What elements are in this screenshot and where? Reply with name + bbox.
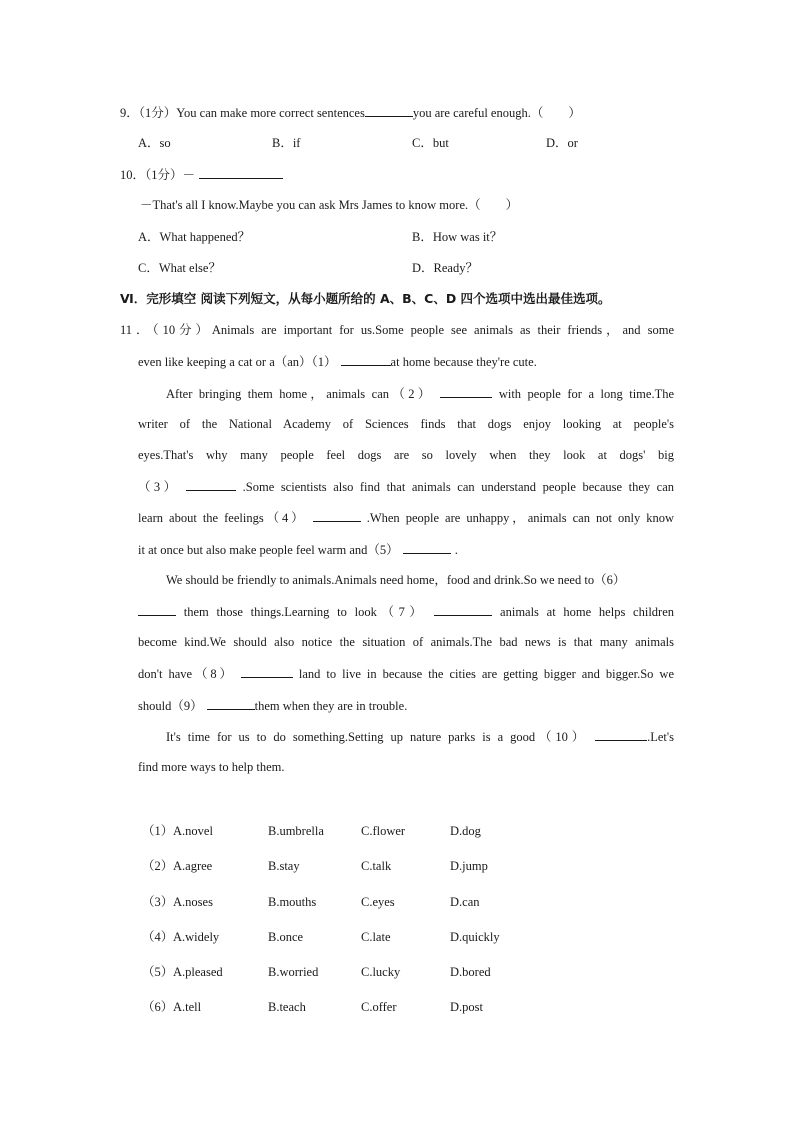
choice-d: D.quickly (450, 930, 500, 944)
choice-b: B.once (268, 930, 304, 944)
section-heading: Ⅵ．完形填空 阅读下列短文，从每小题所给的 A、B、C、D 四个选项中选出最佳选项。 (120, 291, 611, 306)
blank-6 (138, 603, 176, 616)
choice-c: C.talk (361, 859, 392, 873)
q10-option-b: B．How was it？ (412, 230, 503, 244)
choice-a: A.agree (173, 859, 213, 873)
blank-9 (207, 697, 255, 710)
blank-5 (403, 541, 451, 554)
q11-p1-line2 (138, 353, 537, 370)
choice-c: C.flower (361, 824, 406, 838)
choice-d: D.jump (450, 859, 488, 873)
choice-d: D.dog (450, 824, 481, 838)
q11-text: even like keeping a cat or a（an）（1） (138, 355, 337, 369)
q10-option-d: D．Ready？ (412, 261, 478, 275)
q11-p3-line3: become kind.We should also notice the situation of animals.The bad news is that many animals (138, 635, 674, 649)
q11-p3-line1: We should be friendly to animals.Animals need home，food and drink.So we need to（6） (166, 573, 626, 587)
q11-text: .Let's (647, 730, 675, 744)
q11-p3-line4 (138, 665, 674, 682)
q11-text: .Some scientists also find that animals can understand people because they can (242, 480, 675, 494)
choice-a: A.widely (173, 930, 220, 944)
q11-text: animals at home helps children (500, 605, 675, 619)
q11-p3-line2 (138, 603, 674, 620)
q10-option-a: A．What happened？ (138, 230, 251, 244)
q9-stem (120, 104, 581, 121)
q10-stem (120, 166, 283, 183)
q11-text: land to live in because the cities are getting bigger and bigger.So we (298, 667, 675, 681)
choice-d: D.bored (450, 965, 491, 979)
choice-b: B.umbrella (268, 824, 324, 838)
choice-d: D.can (450, 895, 480, 909)
q11-p2-line1 (166, 385, 674, 402)
q11-text: it at once but also make people feel warm and（5） (138, 543, 399, 557)
q9-option-a: A．so (138, 136, 171, 150)
blank-3 (186, 478, 236, 491)
q11-text: don't have（8） (138, 667, 235, 681)
q11-text: It's time for us to do something.Setting up nature parks is a good（10） (166, 730, 589, 744)
q9-stem-end: you are careful enough.（ ） (412, 106, 581, 120)
q10-stem-text: 10．（1分）－ (120, 168, 196, 182)
q10-reply: －That's all I know.Maybe you can ask Mrs James to know more.（ ） (140, 198, 519, 212)
q11-text: learn about the feelings（4） (138, 511, 307, 525)
blank-2 (440, 385, 492, 398)
q10-blank (199, 166, 283, 179)
q9-option-b: B．if (272, 136, 301, 150)
q9-blank (365, 104, 413, 117)
q11-p3-line5 (138, 697, 407, 714)
q11-text: After bringing them home，animals can（2） (166, 387, 434, 401)
choice-c: C.offer (361, 1000, 397, 1014)
choice-b: B.worried (268, 965, 319, 979)
choice-c: C.lucky (361, 965, 401, 979)
q11-p4-line1 (166, 728, 674, 745)
q11-text: them when they are in trouble. (254, 699, 408, 713)
choice-num: （6） (142, 1000, 174, 1014)
q11-p2-line6 (138, 541, 458, 558)
q11-p2-line3: eyes.That's why many people feel dogs are so lovely when they look at dogs' big (138, 448, 674, 462)
blank-1 (341, 353, 391, 366)
choice-a: A.pleased (173, 965, 223, 979)
choice-c: C.late (361, 930, 391, 944)
q11-text: at home because they're cute. (390, 355, 537, 369)
choice-num: （2） (142, 859, 174, 873)
blank-7 (434, 603, 492, 616)
choice-num: （5） (142, 965, 174, 979)
choice-b: B.stay (268, 859, 300, 873)
choice-a: A.novel (173, 824, 213, 838)
choice-num: （4） (142, 930, 174, 944)
choice-c: C.eyes (361, 895, 395, 909)
q11-text: .When people are unhappy，animals can not only know (366, 511, 675, 525)
choice-a: A.tell (173, 1000, 202, 1014)
q9-option-d: D．or (546, 136, 578, 150)
q9-stem-start: 9．（1分）You can make more correct sentences (120, 106, 365, 120)
q11-p2-line5 (138, 509, 674, 526)
choice-num: （1） (142, 824, 174, 838)
choice-num: （3） (142, 895, 174, 909)
q11-text: with people for a long time.The (498, 387, 675, 401)
choice-b: B.teach (268, 1000, 306, 1014)
blank-4 (313, 509, 361, 522)
blank-10 (595, 728, 647, 741)
q10-option-c: C．What else？ (138, 261, 221, 275)
q11-text: them those things.Learning to look（7） (183, 605, 427, 619)
q9-option-c: C．but (412, 136, 449, 150)
q11-text: should（9） (138, 699, 203, 713)
q11-p2-line2: writer of the National Academy of Sciences finds that dogs enjoy looking at people's (138, 417, 674, 431)
choice-d: D.post (450, 1000, 483, 1014)
blank-8 (241, 665, 293, 678)
q11-text: . (454, 543, 458, 557)
q11-p2-line4 (138, 478, 674, 495)
q11-p1-line1: 11．（10分）Animals are important for us.Some people see animals as their friends，and some (120, 323, 674, 337)
choice-a: A.noses (173, 895, 213, 909)
q11-text: （3） (138, 480, 180, 494)
choice-b: B.mouths (268, 895, 317, 909)
q11-p4-line2: find more ways to help them. (138, 760, 285, 774)
